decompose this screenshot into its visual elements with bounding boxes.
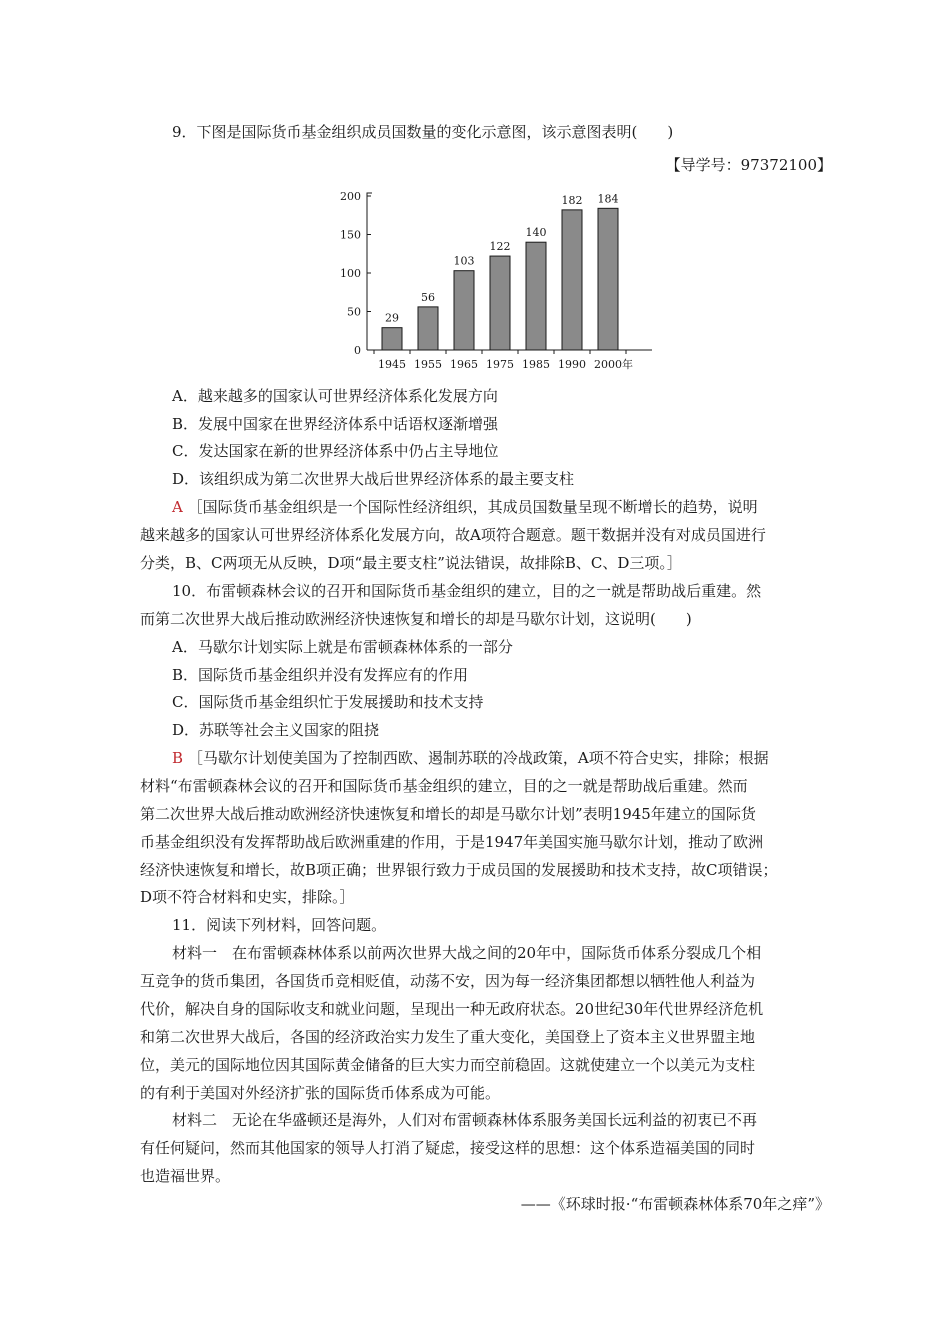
q10-explanation-4: 币基金组织没有发挥帮助战后欧洲重建的作用，于是1947年美国实施马歇尔计划，推动了欧洲 <box>140 833 764 851</box>
q9-stem: 9．下图是国际货币基金组织成员国数量的变化示意图，该示意图表明( ) <box>172 123 674 141</box>
q9-explanation-2: 越来越多的国家认可世界经济体系化发展方向，故A项符合题意。题干数据并没有对成员国进行 <box>140 526 766 544</box>
q11-material1-line-6: 的有利于美国对外经济扩张的国际货币体系成为可能。 <box>140 1084 501 1102</box>
q9-explanation-3: 分类，B、C两项无从反映，D项“最主要支柱”说法错误，故排除B、C、D三项。］ <box>140 554 682 572</box>
q11-material1-line-2: 互竞争的货币集团，各国货币竞相贬值，动荡不安，因为每一经济集团都想以牺牲他人利益为 <box>140 972 756 990</box>
q11-material2-line-2: 有任何疑问，然而其他国家的领导人打消了疑虑，接受这样的思想：这个体系造福美国的同时 <box>140 1139 756 1157</box>
y-tick-label: 150 <box>340 228 361 242</box>
y-tick-label: 0 <box>354 344 361 357</box>
q9-answer-line-1 <box>172 497 758 517</box>
q10-explanation-2: 材料“布雷顿森林会议的召开和国际货币基金组织的建立，目的之一就是帮助战后重建。然而 <box>140 777 748 795</box>
q9-option-c: C．发达国家在新的世界经济体系中仍占主导地位 <box>172 442 499 460</box>
x-axis-unit-label: 年 <box>622 358 633 371</box>
y-tick-label: 100 <box>340 267 361 280</box>
x-tick-label: 1975 <box>486 358 514 371</box>
q11-material1-line-5: 位，美元的国际地位因其国际黄金储备的巨大实力而空前稳固。这就使建立一个以美元为支柱 <box>140 1056 756 1074</box>
q9-option-d: D．该组织成为第二次世界大战后世界经济体系的最主要支柱 <box>172 470 575 488</box>
q10-option-c: C．国际货币基金组织忙于发展援助和技术支持 <box>172 693 484 711</box>
q10-explanation-1: ［马歇尔计划使美国为了控制西欧、遏制苏联的冷战政策，A项不符合史实，排除；根据 <box>187 749 769 767</box>
q11-material1-line-3: 代价，解决自身的国际收支和就业问题，呈现出一种无政府状态。20世纪30年代世界经济危机 <box>140 1000 764 1018</box>
x-tick-label: 1965 <box>450 358 478 371</box>
bar <box>418 307 438 350</box>
q11-stem: 11．阅读下列材料，回答问题。 <box>172 916 387 934</box>
y-tick-label: 200 <box>340 190 361 203</box>
bar-value-label: 103 <box>453 254 475 268</box>
bar-value-label: 29 <box>385 311 399 325</box>
q9-explanation-1: ［国际货币基金组织是一个国际性经济组织，其成员国数量呈现不断增长的趋势，说明 <box>187 498 758 516</box>
q10-explanation-6: D项不符合材料和史实，排除。］ <box>140 888 355 906</box>
bar <box>382 328 402 350</box>
bar-value-label: 56 <box>421 290 435 304</box>
q10-explanation-3: 第二次世界大战后推动欧洲经济快速恢复和增长的却是马歇尔计划”表明1945年建立的国际货 <box>140 805 756 823</box>
bar <box>562 210 582 350</box>
bar <box>454 271 474 350</box>
q10-stem-1: 10．布雷顿森林会议的召开和国际货币基金组织的建立，目的之一就是帮助战后重建。然 <box>172 582 762 600</box>
y-tick-label: 50 <box>347 305 361 319</box>
bar-value-label: 140 <box>525 226 547 240</box>
bar <box>526 242 546 350</box>
guide-number: 【导学号：97372100】 <box>665 156 832 174</box>
q11-material2-line-1: 材料二 无论在华盛顿还是海外，人们对布雷顿森林体系服务美国长远利益的初衷已不再 <box>172 1111 758 1129</box>
x-tick-label: 1945 <box>378 358 406 371</box>
member-count-bar-chart <box>330 180 670 380</box>
bar-value-label: 182 <box>561 193 583 207</box>
q11-source: ——《环球时报·“布雷顿森林体系70年之痒”》 <box>520 1195 830 1213</box>
q11-material2-line-3: 也造福世界。 <box>140 1167 231 1185</box>
y-axis <box>367 193 372 350</box>
x-tick-label: 1955 <box>414 358 442 371</box>
q9-answer-letter: A <box>172 498 183 516</box>
x-tick-label: 1990 <box>558 358 586 371</box>
bar <box>490 256 510 350</box>
q9-option-b: B．发展中国家在世界经济体系中话语权逐渐增强 <box>172 415 499 433</box>
q10-option-d: D．苏联等社会主义国家的阻挠 <box>172 721 380 739</box>
bar-value-label: 122 <box>489 240 511 254</box>
q10-option-b: B．国际货币基金组织并没有发挥应有的作用 <box>172 666 469 684</box>
q10-answer-line-1 <box>172 748 769 768</box>
x-tick-label: 2000 <box>594 358 622 371</box>
q11-material1-line-1: 材料一 在布雷顿森林体系以前两次世界大战之间的20年中，国际货币体系分裂成几个相 <box>172 944 762 962</box>
x-tick-label: 1985 <box>522 358 550 371</box>
bar-value-label: 184 <box>597 192 619 206</box>
q10-answer-letter: B <box>172 749 184 767</box>
q9-option-a: A．越来越多的国家认可世界经济体系化发展方向 <box>172 387 498 405</box>
q10-option-a: A．马歇尔计划实际上就是布雷顿森林体系的一部分 <box>172 638 513 656</box>
bar <box>598 208 618 350</box>
q10-stem-2: 而第二次世界大战后推动欧洲经济快速恢复和增长的却是马歇尔计划，这说明( ) <box>140 610 692 628</box>
q10-explanation-5: 经济快速恢复和增长，故B项正确；世界银行致力于成员国的发展援助和技术支持，故C项错误； <box>140 861 778 879</box>
q11-material1-line-4: 和第二次世界大战后，各国的经济政治实力发生了重大变化，美国登上了资本主义世界盟主地 <box>140 1028 756 1046</box>
